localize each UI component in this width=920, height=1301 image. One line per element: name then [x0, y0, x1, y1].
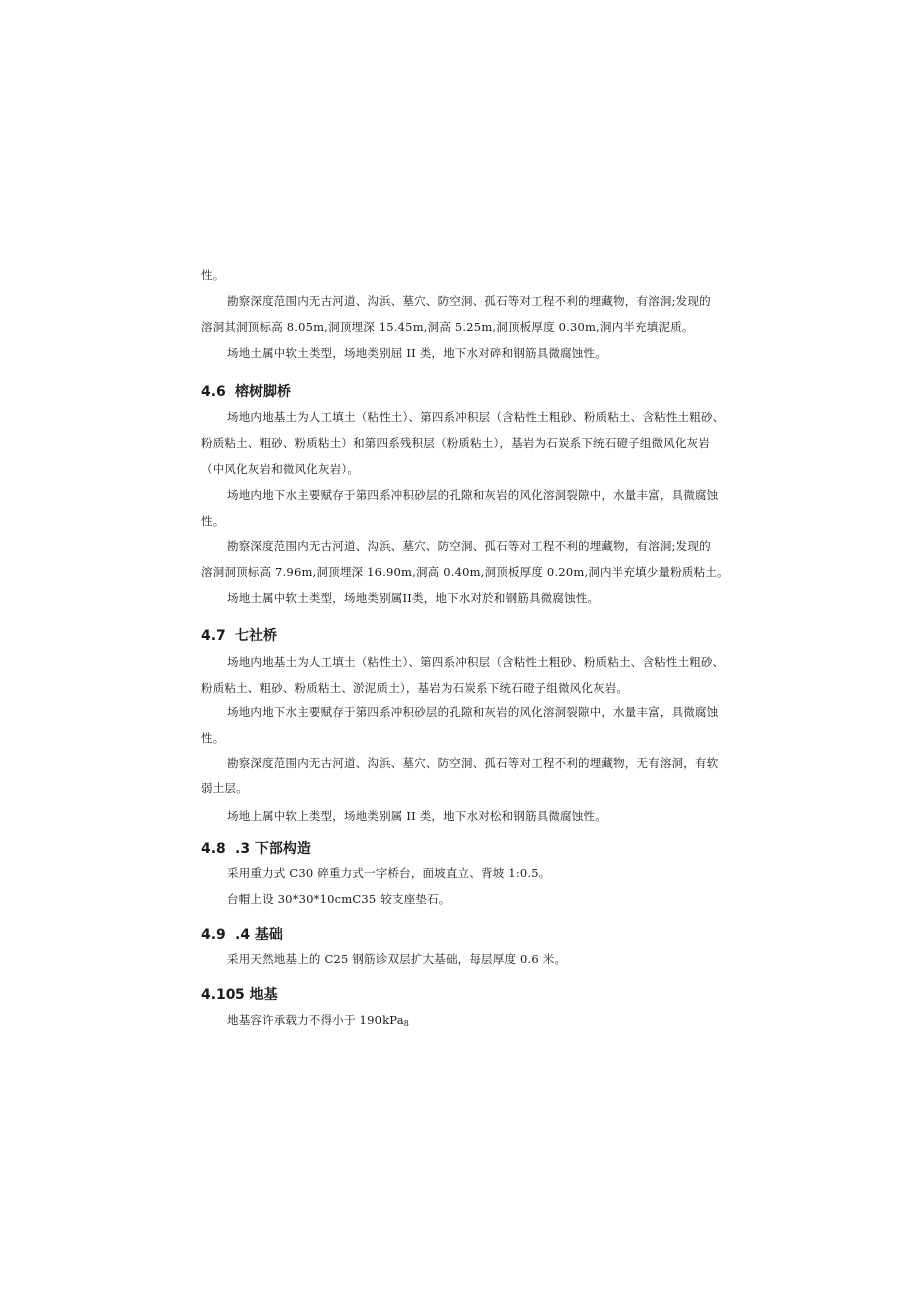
section-heading-4-7	[201, 627, 277, 645]
paragraph-line: 性。	[201, 731, 225, 745]
heading-number: 4.8	[201, 841, 226, 857]
section-heading-4-10	[201, 986, 278, 1004]
paragraph-line: 粉质粘土、粗砂、粉质粘土）和第四系残积层（粉质粘土），基岩为石炭系下统石磴子组微风化灰岩	[201, 436, 711, 450]
paragraph-line: 溶洞洞顶标高 7.96m,洞顶埋深 16.90m,洞高 0.40m,洞顶板厚度 0.20m,洞内半充填少量粉质粘土。	[201, 565, 729, 579]
subscript-mark: 8	[403, 1019, 410, 1028]
paragraph-line	[227, 1013, 746, 1031]
heading-number: 4.7	[201, 628, 226, 644]
heading-title: 榕树脚桥	[235, 384, 291, 400]
paragraph-line: 场地土属中软土类型，场地类别屈 II 类，地下水对碎和钢筋具微腐蚀性。	[227, 346, 607, 360]
paragraph-line: 勘察深度范围内无古河道、沟浜、墓穴、防空洞、孤石等对工程不利的埋藏物，无有溶洞，有软	[227, 756, 719, 770]
heading-title: .3 下部构造	[235, 841, 311, 857]
section-heading-4-6	[201, 383, 291, 401]
paragraph-line: 粉质粘土、粗砂、粉质粘土、淤泥质土），基岩为石炭系下统石磴子组微风化灰岩。	[201, 681, 629, 695]
paragraph-line: 性。	[201, 268, 225, 282]
section-heading-4-8	[201, 840, 311, 858]
paragraph-line: 台帽上设 30*30*10cmC35 较支座垫石。	[227, 892, 451, 906]
paragraph-line: 勘察深度范围内无古河道、沟浜、墓穴、防空洞、孤石等对工程不利的埋藏物，有溶洞;发现的	[227, 539, 711, 553]
heading-number: 4.9	[201, 927, 226, 943]
paragraph-line: 场地上属中软上类型，场地类别属 II 类，地下水对松和钢筋具微腐蚀性。	[227, 809, 607, 823]
heading-number: 4.10	[201, 987, 236, 1003]
heading-title: 5 地基	[235, 987, 278, 1003]
paragraph-line: 场地土属中软土类型，场地类别属II类，地下水对於和钢筋具微腐蚀性。	[227, 591, 600, 605]
paragraph-text: 地基容许承载力不得小于 190kPa	[227, 1013, 404, 1027]
paragraph-line: （中风化灰岩和微风化灰岩）。	[201, 462, 360, 476]
heading-title: .4 基础	[235, 927, 283, 943]
paragraph-line: 采用重力式 C30 碎重力式一字桥台，面坡直立、背坡 1:0.5。	[227, 866, 551, 880]
paragraph-line: 溶洞其洞顶标高 8.05m,洞顶埋深 15.45m,洞高 5.25m,洞顶板厚度 0.30m,洞内半充填泥质。	[201, 320, 694, 334]
paragraph-line: 场地内地基土为人工填土（粘性土）、第四系冲积层（含粘性土粗砂、粉质粘土、含粘性土粗砂、	[227, 410, 725, 424]
paragraph-line: 场地内地下水主要赋存于第四系冲积砂层的孔隙和灰岩的风化溶洞裂隙中，水量丰富，具微腐蚀	[227, 488, 719, 502]
paragraph-line: 场地内地基土为人工填土（粘性土）、第四系冲积层（含粘性土粗砂、粉质粘土、含粘性土粗砂、	[227, 655, 725, 669]
paragraph-line: 弱土层。	[201, 781, 248, 795]
paragraph-line: 性。	[201, 514, 225, 528]
heading-title: 七社桥	[235, 628, 277, 644]
section-heading-4-9	[201, 926, 283, 944]
heading-number: 4.6	[201, 384, 226, 400]
paragraph-line: 采用天然地基上的 C25 钢筋诊双层扩大基础，每层厚度 0.6 米。	[227, 952, 567, 966]
paragraph-line: 勘察深度范围内无古河道、沟浜、墓穴、防空洞、孤石等对工程不利的埋藏物，有溶洞;发现的	[227, 294, 711, 308]
paragraph-line: 场地内地下水主要赋存于第四系冲积砂层的孔隙和灰岩的风化溶洞裂隙中，水量丰富，具微腐蚀	[227, 705, 719, 719]
